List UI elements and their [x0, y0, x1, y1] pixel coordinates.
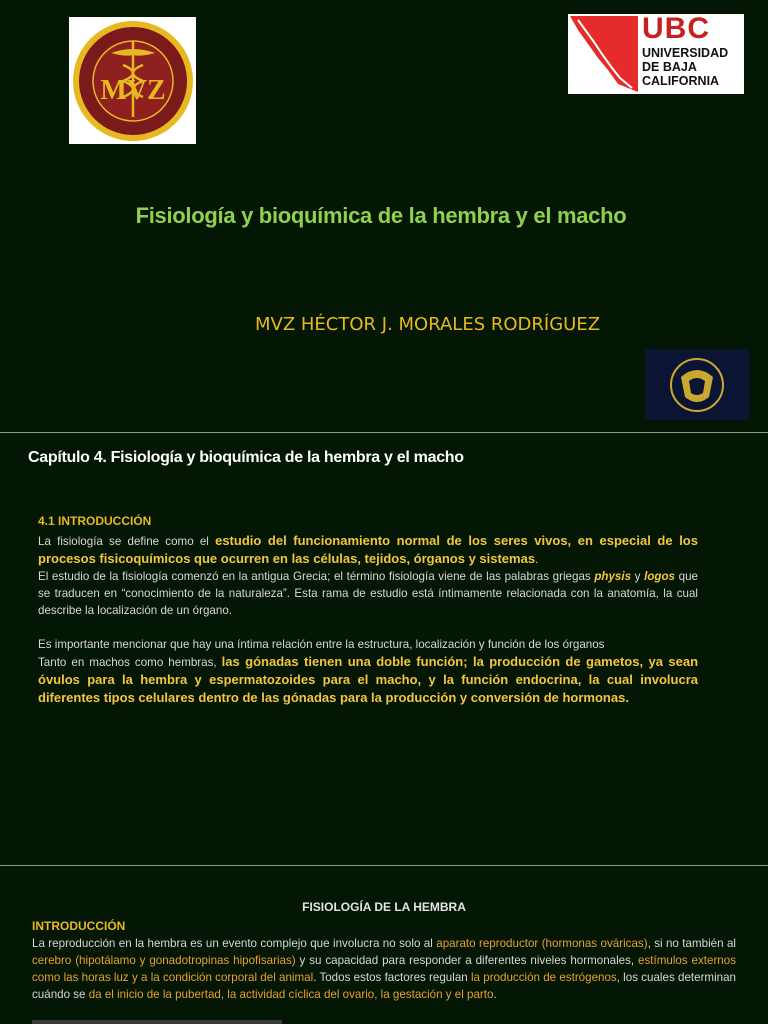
ubc-abbreviation: UBC: [642, 12, 710, 45]
paragraph-definition: La fisiología se define como el estudio del funcionamiento normal de los seres vivos, en especial de los procesos fisicoquímicos que ocurren en las células, tejidos, órganos y sistemas.: [38, 533, 698, 566]
female-physiology-slide: [0, 865, 768, 1024]
ubc-line-2: DE BAJA: [642, 60, 697, 74]
ubc-line-1: UNIVERSIDAD: [642, 46, 729, 60]
unam-seal: [645, 349, 749, 420]
svg-text:MVZ: MVZ: [99, 74, 166, 106]
paragraph-gonads: Tanto en machos como hembras, las gónadas tienen una doble función; la producción de gametos, ya sean óvulos para la hembra y espermatozoides para el macho, y la función endocrina, la cual involucra diferentes tipos celulares dentro de las gónadas para la producción y conversión de hormonas.: [38, 654, 699, 705]
unam-eagle-icon: [667, 357, 727, 413]
paragraph-relation: Es importante mencionar que hay una íntima relación entre la estructura, localización y función de los órganos: [38, 638, 605, 651]
chapter-slide: [0, 432, 768, 865]
mvz-university-seal: [69, 17, 196, 144]
chapter-title: Capítulo 4. Fisiología y bioquímica de la hembra y el macho: [28, 449, 464, 466]
presentation-author: MVZ HÉCTOR J. MORALES RODRÍGUEZ: [255, 314, 601, 335]
ubc-logo: [568, 14, 744, 94]
section-heading: 4.1 INTRODUCCIÓN: [38, 514, 152, 528]
female-physiology-title: FISIOLOGÍA DE LA HEMBRA: [302, 900, 466, 914]
caduceus-seal-icon: [71, 19, 195, 143]
introduction-heading: INTRODUCCIÓN: [32, 919, 126, 933]
paragraph-history: El estudio de la fisiología comenzó en la antigua Grecia; el término fisiología viene de las palabras griegas physis y logos que se traducen en “conocimiento de la naturaleza”. Esta rama de estudio está íntimamente relacionada con la anatomía, la cual describe la localización de un órgano.: [38, 570, 698, 617]
presentation-title: Fisiología y bioquímica de la hembra y el macho: [135, 203, 627, 228]
ubc-line-3: CALIFORNIA: [642, 74, 720, 88]
cropped-next-line: [32, 1020, 282, 1024]
title-slide: [0, 0, 768, 432]
chapter-body: [38, 513, 698, 707]
paragraph-reproduction: La reproducción en la hembra es un evento complejo que involucra no solo al aparato reproductor (hormonas ováricas), si no también al cerebro (hipotálamo y gonadotropinas hipofisarias) y su capacidad para responder a diferentes niveles hormonales, estímulos externos como las horas luz y a la condición corporal del animal. Todos estos factores regulan la producción de estrógenos, los cuales determinan cuándo se da el inicio de la pubertad, la actividad cíclica del ovario, la gestación y el parto.: [32, 937, 737, 1001]
female-physiology-body: [32, 918, 736, 1003]
